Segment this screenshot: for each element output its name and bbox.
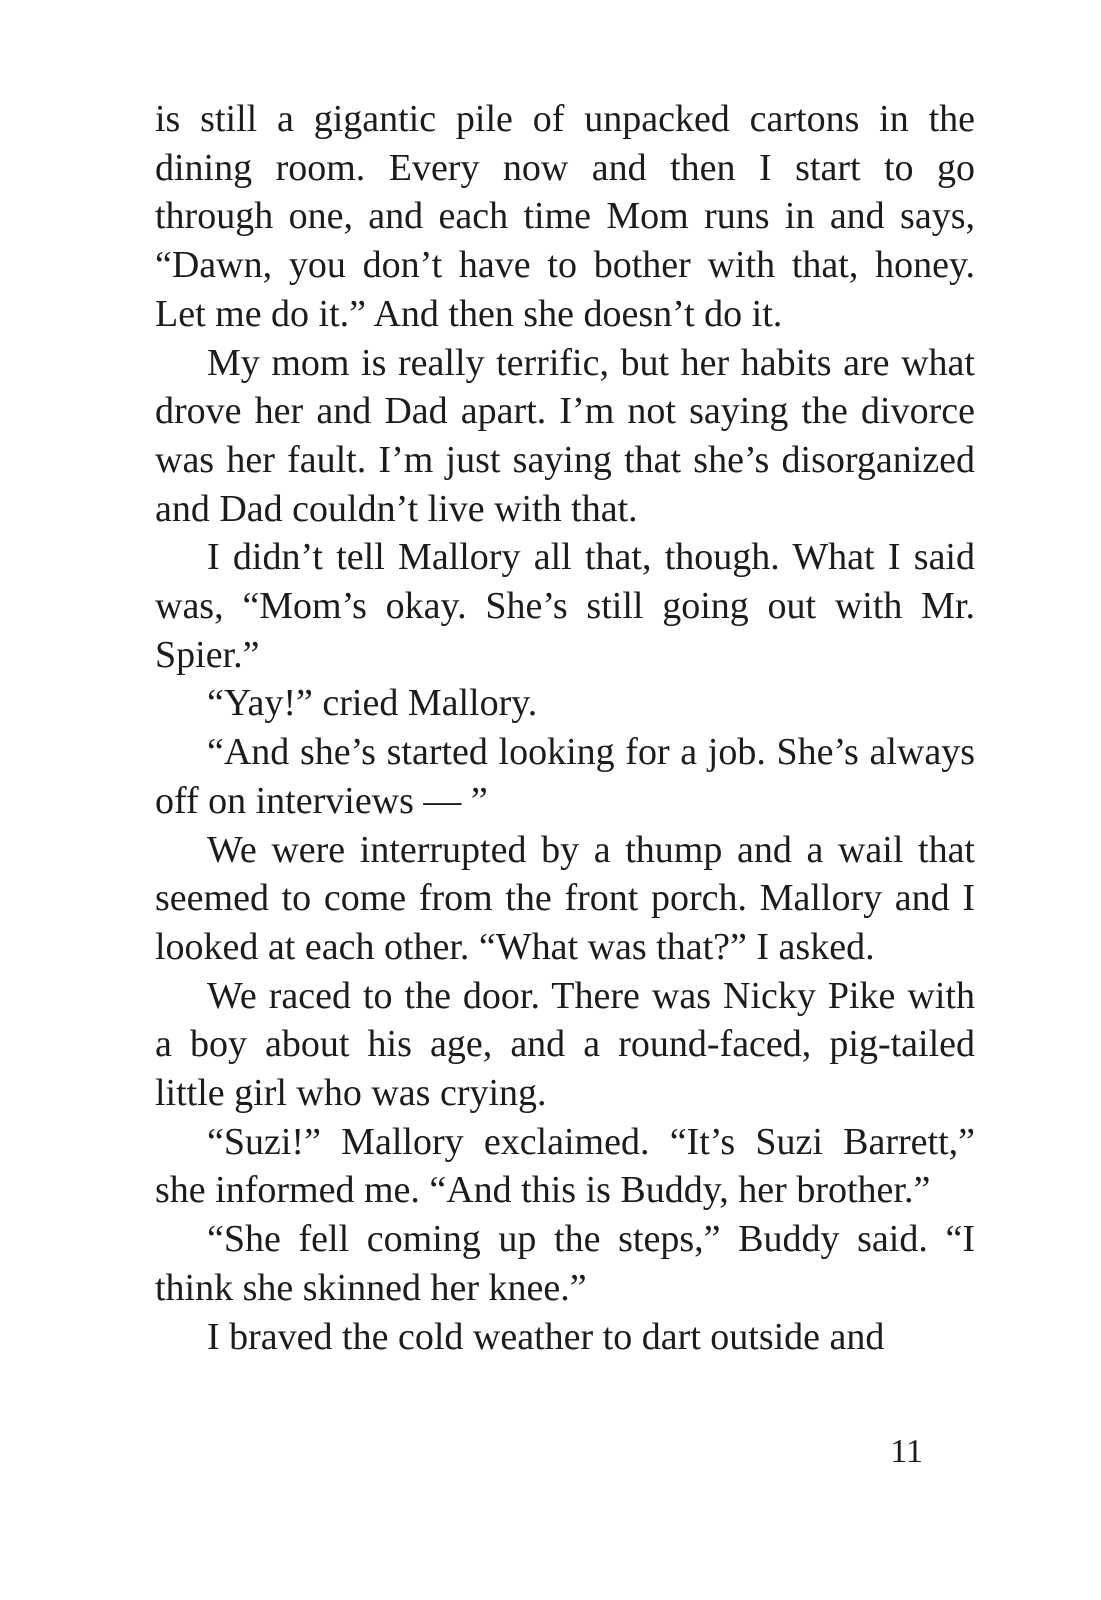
body-text — [155, 95, 975, 1361]
paragraph-2: My mom is really terrific, but her habits are what drove her and Dad apart. I’m not saying the divorce was her fault. I’m just saying that she’s disorganized and Dad couldn’t live with that. — [155, 341, 975, 530]
paragraph-1: is still a gigantic pile of unpacked cartons in the dining room. Every now and then I start to go through one, and each time Mom runs in and says, “Dawn, you don’t have to bother with that, honey. Let me do it.” And then she doesn’t do it. — [155, 98, 975, 335]
paragraph-10: I braved the cold weather to dart outside and — [207, 1315, 885, 1358]
paragraph-7: We raced to the door. There was Nicky Pike with a boy about his age, and a round-faced, pig-tailed little girl who was crying. — [155, 974, 975, 1115]
paragraph-8: “Suzi!” Mallory exclaimed. “It’s Suzi Barrett,” she informed me. “And this is Buddy, her brother.” — [155, 1120, 975, 1212]
paragraph-4: “Yay!” cried Mallory. — [207, 682, 538, 725]
paragraph-3: I didn’t tell Mallory all that, though. What I said was, “Mom’s okay. She’s still going out with Mr. Spier.” — [155, 536, 975, 676]
page-number: 11 — [890, 1433, 923, 1470]
paragraph-6: We were interrupted by a thump and a wail that seemed to come from the front porch. Mallory and I looked at each other. “What was that?” I asked. — [155, 828, 975, 968]
paragraph-5: “And she’s started looking for a job. She’s always off on interviews — ” — [155, 731, 975, 822]
paragraph-9: “She fell coming up the steps,” Buddy said. “I think she skinned her knee.” — [155, 1218, 975, 1309]
